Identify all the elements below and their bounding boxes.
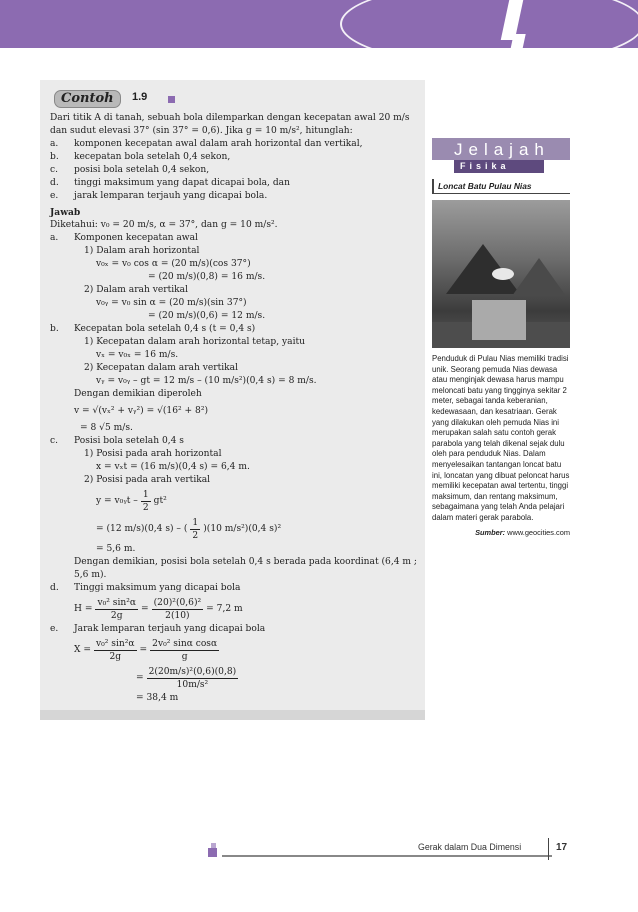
equation: vₓ = v₀ₓ = 16 m/s. <box>96 350 179 360</box>
sidebar-subheading: Fisika <box>454 160 544 173</box>
part-b: b. Kecepatan bola setelah 0,4 s (t = 0,4 s) <box>50 324 256 334</box>
footer-rule <box>222 855 552 857</box>
equation: x = vₓt = (16 m/s)(0,4 s) = 6,4 m. <box>96 462 250 472</box>
example-tag <box>50 88 422 110</box>
equation: = (20 m/s)(0,8) = 16 m/s. <box>148 272 266 282</box>
step-text: 2) Posisi pada arah vertikal <box>84 475 211 485</box>
divider <box>548 838 549 860</box>
equation: X = $\frac{\text{v₀² sin²α}}{2g}$ = $\frac{\text{2v₀² sinα cosα}}{g}$ <box>74 638 218 662</box>
fraction: $\frac{\text{(20)²(0,6)²}}{2(10)}$ <box>153 597 202 621</box>
equation: v₀ₓ = v₀ cos α = (20 m/s)(cos 37°) <box>96 259 251 269</box>
equation: v₀ᵧ = v₀ sin α = (20 m/s)(sin 37°) <box>96 298 247 308</box>
sidebar-text: Penduduk di Pulau Nias memiliki tradisi unik. Seorang pemuda Nias dewasa atau menginjak dewasa harus mampu meloncati batu yang tingginya sekitar 2 meter, sebagai tanda keberanian, kedewasaan, dan kesatriaan. Gerak yang dilakukan oleh pemuda Nias ini merupakan salah satu contoh gerak parabola yang telah dikenal sejak dulu oleh para penduduk Nias. Dalam menyelesaikan tantangan loncat batu ini, loncatan yang dibuat peloncat harus memiliki kecepatan awal tertentu, tinggi maksimum, dan rentang maksimum, sebagaimana yang telah Anda pelajari dalam materi gerak parabola. <box>432 354 570 522</box>
fraction: $\frac{\text{v₀² sin²α}}{2g}$ <box>95 638 135 662</box>
part-c: c. Posisi bola setelah 0,4 s <box>50 436 184 446</box>
equation: = (12 m/s)(0,4 s) – ( $\frac{1}{2}$ )(10 m/s²)(0,4 s)² <box>96 517 282 541</box>
given: Diketahui: v₀ = 20 m/s, α = 37°, dan g = 10 m/s². <box>50 220 278 230</box>
sidebar-box <box>432 138 570 537</box>
fraction: $\frac{\text{v₀² sin²α}}{2g}$ <box>97 597 136 621</box>
list-item: e. jarak lemparan terjauh yang dicapai bola. <box>50 191 268 201</box>
equation: = 5,6 m. <box>96 544 136 554</box>
part-e: e. Jarak lemparan terjauh yang dicapai bola <box>50 624 266 634</box>
fraction: $\frac{1}{2}$ <box>142 489 149 513</box>
step-text: 2) Dalam arah vertikal <box>84 285 188 295</box>
chapter-title: Gerak dalam Dua Dimensi <box>418 842 522 852</box>
equation: = $\frac{\text{2(20m/s)²(0,6)(0,8)}}{\text{10m/s²}}$ <box>136 666 237 690</box>
conclusion: Dengan demikian, posisi bola setelah 0,4 s berada pada koordinat (6,4 m ; 5,6 m). <box>74 557 417 580</box>
equation: = 8 √5 m/s. <box>80 423 133 433</box>
step-text: 1) Posisi pada arah horizontal <box>84 449 222 459</box>
page-number: 17 <box>556 842 568 853</box>
nias-stone-jump-photo <box>432 200 570 348</box>
source-credit: Sumber: www.geocities.com <box>475 527 570 537</box>
page-footer <box>418 842 568 853</box>
decorative-swirl <box>340 0 638 48</box>
answer-heading: Jawab <box>50 207 81 218</box>
step-text: Dengan demikian diperoleh <box>74 389 202 399</box>
list-item: b. kecepatan bola setelah 0,4 sekon, <box>50 152 231 162</box>
fraction: $\frac{1}{2}$ <box>192 517 199 541</box>
list-item: d. tinggi maksimum yang dapat dicapai bola, dan <box>50 178 290 188</box>
equation: vᵧ = v₀ᵧ – gt = 12 m/s – (10 m/s²)(0,4 s) = 8 m/s. <box>96 376 317 386</box>
fraction: $\frac{\text{2(20m/s)²(0,6)(0,8)}}{\text{10m/s²}}$ <box>148 666 237 690</box>
list-item: c. posisi bola setelah 0,4 sekon, <box>50 165 210 175</box>
problem-intro: Dari titik A di tanah, sebuah bola dilemparkan dengan kecepatan awal 20 m/s dan sudut elevasi 37° (sin 37° = 0,6). Jika g = 10 m/s², hitunglah: <box>50 113 410 136</box>
example-content <box>50 88 422 705</box>
example-label: Contoh <box>54 90 121 108</box>
equation: H = $\frac{\text{v₀² sin²α}}{2g}$ = $\frac{\text{(20)²(0,6)²}}{2(10)}$ = 7,2 m <box>74 597 243 621</box>
header-banner <box>0 0 638 48</box>
list-item: a. komponen kecepatan awal dalam arah horizontal dan vertikal, <box>50 139 363 149</box>
equation: y = v₀ᵧt – $\frac{1}{2}$ gt² <box>96 489 167 513</box>
equation: = (20 m/s)(0,6) = 12 m/s. <box>148 311 266 321</box>
part-d: d. Tinggi maksimum yang dicapai bola <box>50 583 241 593</box>
purple-square-icon <box>168 96 175 103</box>
example-number: 1.9 <box>132 91 148 103</box>
sidebar-heading: Jelajah <box>432 138 570 160</box>
equation: = 38,4 m <box>136 693 179 703</box>
purple-square-icon <box>208 848 217 857</box>
step-text: 1) Kecepatan dalam arah horizontal tetap, yaitu <box>84 337 305 347</box>
problem-list <box>50 138 422 203</box>
part-a: a. Komponen kecepatan awal <box>50 233 198 243</box>
fraction: $\frac{\text{2v₀² sinα cosα}}{g}$ <box>152 638 218 662</box>
equation: v = √(vₓ² + vᵧ²) = √(16² + 8²) <box>74 406 209 416</box>
step-text: 1) Dalam arah horizontal <box>84 246 200 256</box>
sidebar-title: Loncat Batu Pulau Nias <box>432 179 570 194</box>
step-text: 2) Kecepatan dalam arah vertikal <box>84 363 238 373</box>
